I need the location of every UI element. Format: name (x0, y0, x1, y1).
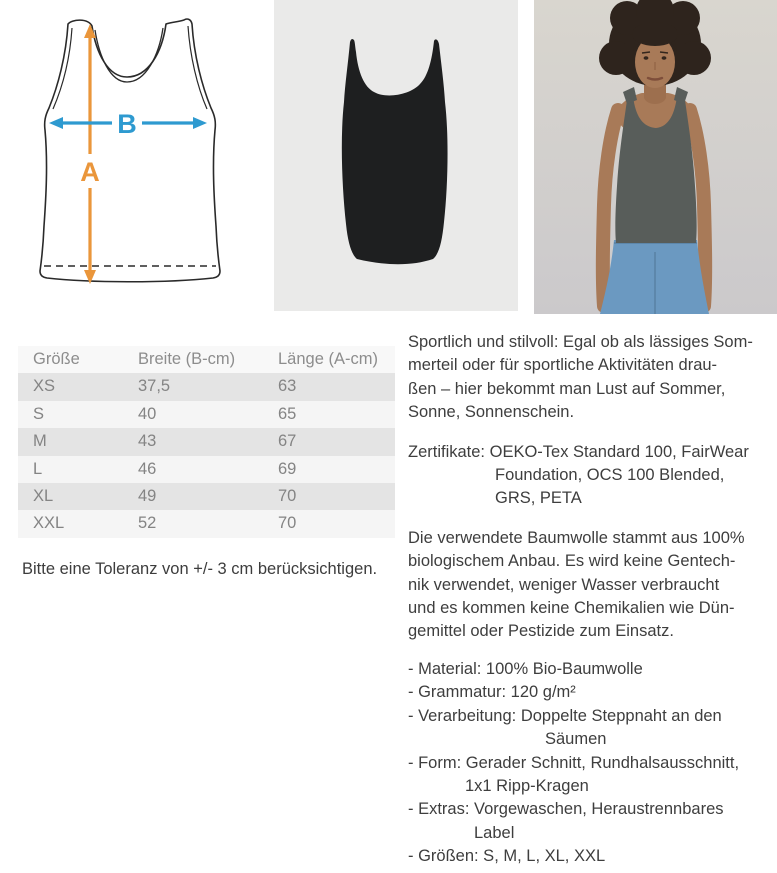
feature-line: - Grammatur: 120 g/m² (408, 683, 576, 702)
table-cell-width: 49 (123, 483, 263, 510)
description-line: Sportlich und stilvoll: Egal ob als lässiges Som- (408, 333, 753, 351)
description-line: nik verwendet, weniger Wasser verbraucht (408, 575, 720, 594)
table-row-xs (18, 373, 395, 400)
table-cell-width: 52 (123, 510, 263, 537)
size-table-header-row (18, 346, 395, 373)
feature-line: - Extras: Vorgewaschen, Heraustrennbares (408, 800, 724, 819)
size-table-header-size: Größe (18, 346, 123, 373)
tank-top-outline-drawing (20, 8, 255, 308)
model-hair-top (632, 22, 678, 46)
description-intro-paragraph (408, 331, 777, 425)
description-line: GRS, PETA (495, 489, 582, 508)
feature-line: - Größen: S, M, L, XL, XXL (408, 847, 606, 866)
table-cell-size: XL (18, 483, 123, 510)
description-line: Zertifikate: OEKO-Tex Standard 100, FairWear (408, 442, 749, 461)
description-line: merteil oder für sportliche Aktivitäten drau- (408, 356, 718, 375)
table-cell-length: 63 (263, 373, 395, 400)
feature-line: Säumen (545, 730, 607, 749)
description-line: Sonne, Sonnenschein. (408, 403, 575, 422)
black-tank-top-image (274, 0, 518, 311)
table-row-l (18, 456, 395, 483)
product-description (408, 331, 777, 869)
feature-line: 1x1 Ripp-Kragen (465, 776, 589, 795)
size-table-header-width: Breite (B-cm) (123, 346, 263, 373)
size-table-header-length: Länge (A-cm) (263, 346, 395, 373)
tank-outline (40, 19, 220, 282)
table-cell-width: 46 (123, 456, 263, 483)
feature-line: - Material: 100% Bio-Baumwolle (408, 659, 643, 678)
features-list (408, 658, 777, 869)
feature-line: - Form: Gerader Schnitt, Rundhalsausschnitt, (408, 753, 740, 772)
table-cell-length: 70 (263, 483, 395, 510)
table-cell-width: 40 (123, 401, 263, 428)
table-row-xxl (18, 510, 395, 537)
feature-line: - Verarbeitung: Doppelte Steppnaht an den (408, 706, 722, 725)
product-photo-black-tank[interactable] (274, 0, 518, 311)
table-cell-length: 65 (263, 401, 395, 428)
length-label: A (80, 157, 100, 187)
table-row-m (18, 428, 395, 455)
table-cell-size: M (18, 428, 123, 455)
feature-line: Label (474, 823, 515, 842)
size-table (18, 346, 395, 538)
description-line: und es kommen keine Chemikalien wie Dün- (408, 599, 735, 618)
description-line: ßen – hier bekommt man Lust auf Sommer, (408, 379, 726, 398)
table-cell-size: XS (18, 373, 123, 400)
description-line: biologischem Anbau. Es wird keine Gentech- (408, 552, 736, 571)
table-cell-size: XXL (18, 510, 123, 537)
size-diagram-image[interactable] (20, 8, 255, 308)
table-row-xl (18, 483, 395, 510)
table-cell-length: 67 (263, 428, 395, 455)
product-photo-model[interactable] (534, 0, 777, 314)
table-cell-width: 43 (123, 428, 263, 455)
table-cell-size: L (18, 456, 123, 483)
table-cell-length: 70 (263, 510, 395, 537)
tolerance-note: Bitte eine Toleranz von +/- 3 cm berücksichtigen. (22, 560, 378, 578)
description-line: Foundation, OCS 100 Blended, (495, 466, 725, 485)
model-photo-image (534, 0, 777, 314)
table-row-s (18, 401, 395, 428)
width-label: B (117, 109, 137, 139)
certificates-paragraph (408, 441, 777, 511)
cotton-paragraph (408, 527, 777, 644)
table-cell-width: 37,5 (123, 373, 263, 400)
table-cell-size: S (18, 401, 123, 428)
table-cell-length: 69 (263, 456, 395, 483)
description-line: Die verwendete Baumwolle stammt aus 100% (408, 528, 745, 547)
description-line: gemittel oder Pestizide zum Einsatz. (408, 622, 674, 641)
